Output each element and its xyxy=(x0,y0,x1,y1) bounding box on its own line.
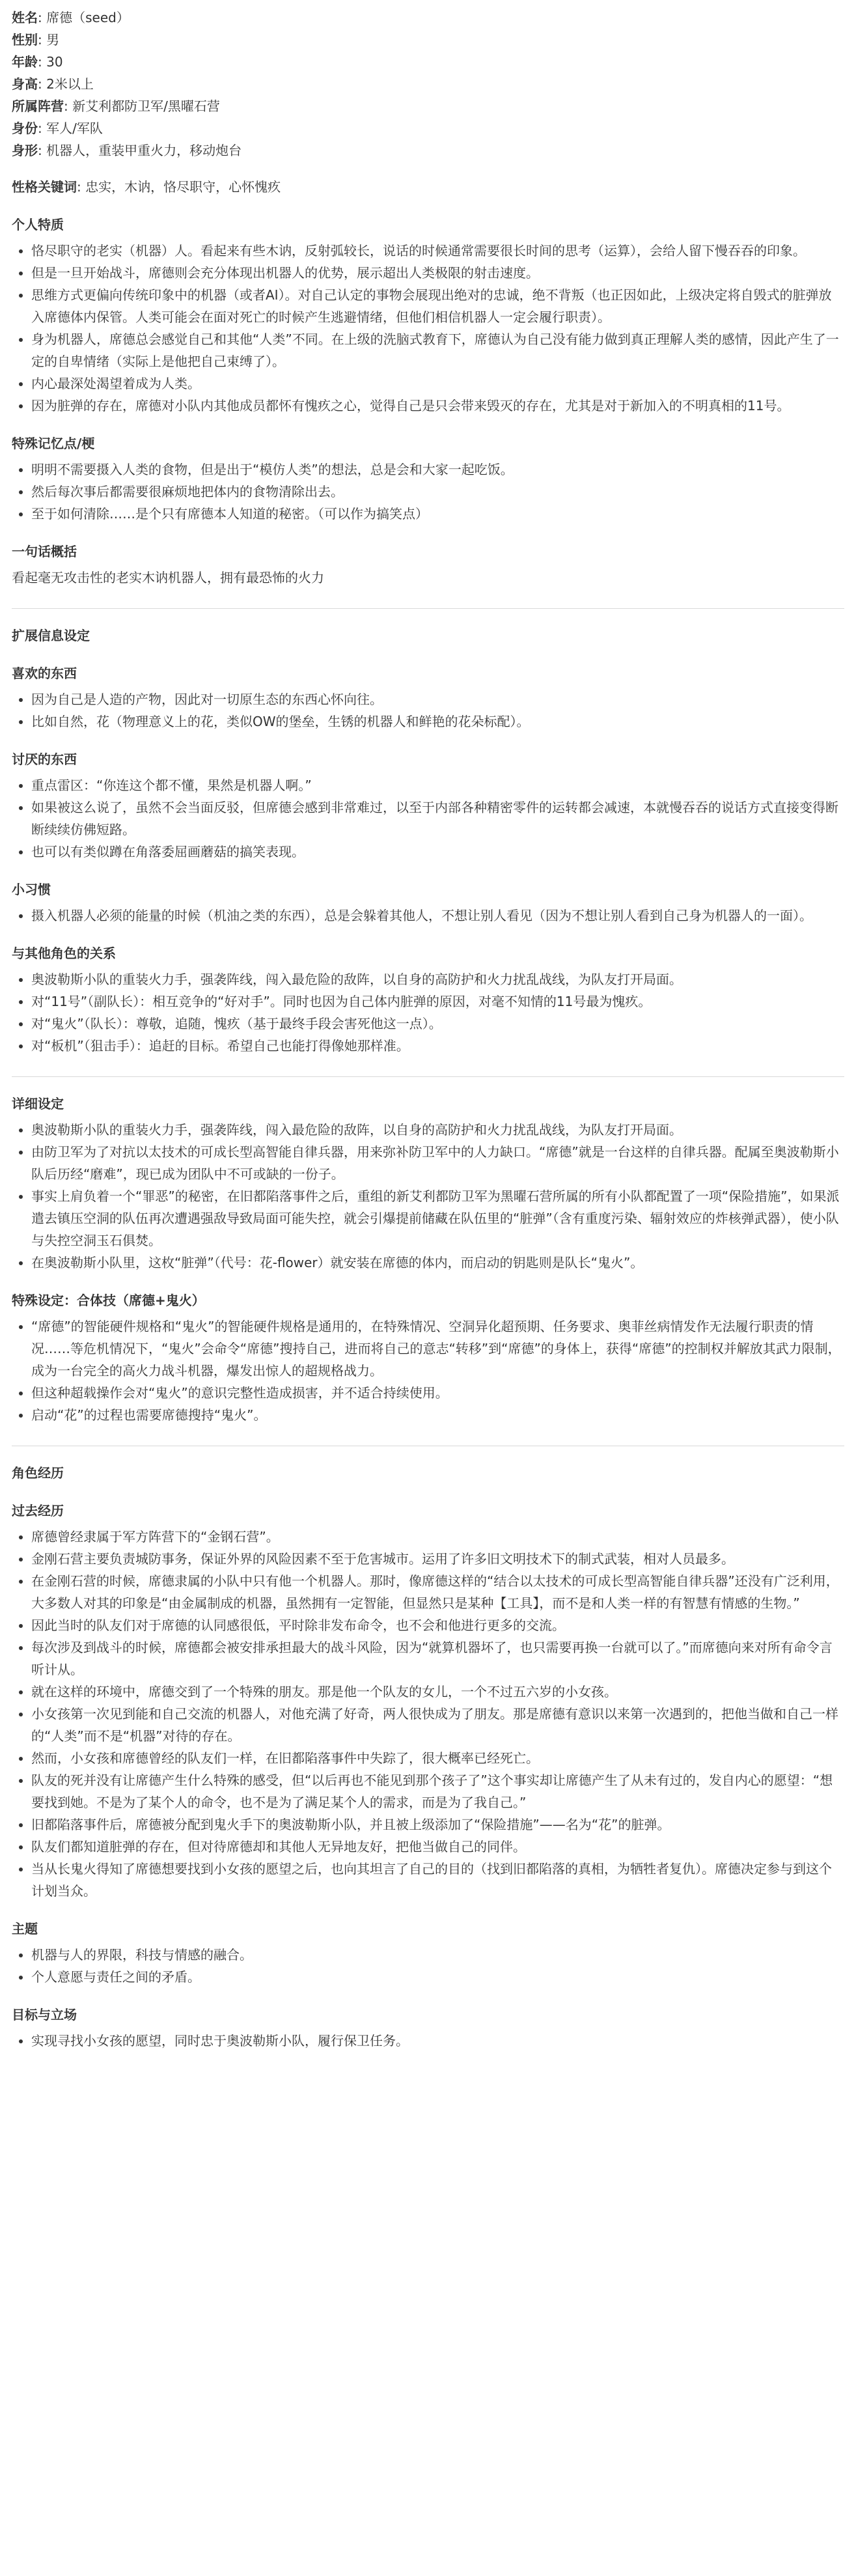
keywords-row: 性格关键词: 忠实，木讷，恪尽职守，心怀愧疚 xyxy=(12,179,281,195)
list-item: • 奥波勒斯小队的重装火力手，强袭阵线，闯入最危险的敌阵，以自身的高防护和火力扰乱战线，为队友打开局面。 xyxy=(31,968,844,990)
list-item: • 至于如何清除……是个只有席德本人知道的秘密。（可以作为搞笑点） xyxy=(31,503,844,525)
list-item: • 席德曾经隶属于军方阵营下的“金钢石营”。 xyxy=(31,1526,844,1548)
list-item: • “席德”的智能硬件规格和“鬼火”的智能硬件规格是通用的，在特殊情况、空洞异化超预期、任务要求、奥菲丝病情发作无法履行职责的情况……等危机情况下，“鬼火”会命令“席德”搜持自己，进而将自己的意志“转移”到“席德”的身体上，获得“席德”的控制权并解放其武力限制，成为一台完全的高火力战斗机器，爆发出惊人的超规格战力。 xyxy=(31,1315,844,1382)
list-item: • 摄入机器人必须的能量的时候（机油之类的东西），总是会躲着其他人，不想让别人看见（因为不想让别人看到自己身为机器人的一面）。 xyxy=(31,904,844,927)
divider xyxy=(12,608,844,609)
fusion-list xyxy=(12,1315,844,1426)
name-value: 席德（seed） xyxy=(46,10,130,25)
divider xyxy=(12,1076,844,1077)
list-item: • 对“板机”（狙击手）：追赶的目标。希望自己也能打得像她那样准。 xyxy=(31,1035,844,1057)
build-value: 机器人，重装甲重火力，移动炮台 xyxy=(46,143,242,158)
camp-row: 所属阵营: 新艾利都防卫军/黑曜石营 xyxy=(12,98,220,114)
list-item: • 小女孩第一次见到能和自己交流的机器人，对他充满了好奇，两人很快成为了朋友。那是席德有意识以来第一次遇到的，把他当做和自己一样的“人类”而不是“机器”对待的存在。 xyxy=(31,1703,844,1747)
summary-title: 一句话概括 xyxy=(12,544,77,559)
identity-label: 身份 xyxy=(12,120,38,136)
basic-info xyxy=(12,7,844,161)
summary-text: 看起毫无攻击性的老实木讷机器人，拥有最恐怖的火力 xyxy=(12,570,324,585)
list-item: • 但是一旦开始战斗，席德则会充分体现出机器人的优势，展示超出人类极限的射击速度。 xyxy=(31,262,844,284)
keywords-value: 忠实，木讷，恪尽职守，心怀愧疚 xyxy=(85,179,281,195)
identity-value: 军人/军队 xyxy=(46,120,103,136)
gender-label: 性别 xyxy=(12,32,38,48)
list-item: • 对“11号”（副队长）：相互竞争的“好对手”。同时也因为自己体内脏弹的原因，对毫不知情的11号最为愧疚。 xyxy=(31,990,844,1013)
build-label: 身形 xyxy=(12,143,38,158)
list-item: • 内心最深处渴望着成为人类。 xyxy=(31,372,844,395)
traits-title: 个人特质 xyxy=(12,217,64,232)
list-item: • 由防卫军为了对抗以太技术的可成长型高智能自律兵器，用来弥补防卫军中的人力缺口。“席德”就是一台这样的自律兵器。配属至奥波勒斯小队后历经“磨难”，现已成为团队中不可或缺的一份子。 xyxy=(31,1141,844,1185)
list-item: • 机器与人的界限，科技与情感的融合。 xyxy=(31,1944,844,1966)
age-value: 30 xyxy=(46,54,63,70)
gender-row: 性别: 男 xyxy=(12,32,60,48)
camp-label: 所属阵营 xyxy=(12,98,64,114)
likes-title: 喜欢的东西 xyxy=(12,665,77,681)
traits-list xyxy=(12,240,844,417)
past-list xyxy=(12,1526,844,1902)
list-item: • 然后每次事后都需要很麻烦地把体内的食物清除出去。 xyxy=(31,481,844,503)
theme-list xyxy=(12,1944,844,1988)
list-item: • 也可以有类似蹲在角落委屈画蘑菇的搞笑表现。 xyxy=(31,841,844,863)
list-item: • 每次涉及到战斗的时候，席德都会被安排承担最大的战斗风险，因为“就算机器坏了，也只需要再换一台就可以了。”而席德向来对所有命令言听计从。 xyxy=(31,1636,844,1681)
likes-list xyxy=(12,688,844,733)
keywords-label: 性格关键词 xyxy=(12,179,77,195)
goals-list xyxy=(12,2030,844,2052)
dislikes-list xyxy=(12,774,844,863)
height-value: 2米以上 xyxy=(46,76,94,92)
fusion-title: 特殊设定：合体技（席德+鬼火） xyxy=(12,1293,205,1308)
theme-title: 主题 xyxy=(12,1921,38,1937)
height-row: 身高: 2米以上 xyxy=(12,76,94,92)
list-item: • 就在这样的环境中，席德交到了一个特殊的朋友。那是他一个队友的女儿，一个不过五六岁的小女孩。 xyxy=(31,1681,844,1703)
relations-title: 与其他角色的关系 xyxy=(12,945,116,961)
list-item: • 身为机器人，席德总会感觉自己和其他“人类”不同。在上级的洗脑式教育下，席德认为自己没有能力做到真正理解人类的感情，因此产生了一定的自卑情绪（实际上是他把自己束缚了）。 xyxy=(31,328,844,372)
list-item: • 在奥波勒斯小队里，这枚“脏弹”（代号：花-flower）就安装在席德的体内，而启动的钥匙则是队长“鬼火”。 xyxy=(31,1252,844,1274)
list-item: • 然而，小女孩和席德曾经的队友们一样，在旧都陷落事件中失踪了，很大概率已经死亡。 xyxy=(31,1747,844,1769)
list-item: • 但这种超载操作会对“鬼火”的意识完整性造成损害，并不适合持续使用。 xyxy=(31,1382,844,1404)
past-title: 过去经历 xyxy=(12,1503,64,1519)
list-item: • 因为脏弹的存在，席德对小队内其他成员都怀有愧疚之心，觉得自己是只会带来毁灭的存在，尤其是对于新加入的不明真相的11号。 xyxy=(31,395,844,417)
list-item: • 明明不需要摄入人类的食物，但是出于“模仿人类”的想法，总是会和大家一起吃饭。 xyxy=(31,458,844,481)
list-item: • 个人意愿与责任之间的矛盾。 xyxy=(31,1966,844,1988)
relations-list xyxy=(12,968,844,1057)
experience-title: 角色经历 xyxy=(12,1465,64,1481)
detail-list xyxy=(12,1119,844,1274)
list-item: • 思维方式更偏向传统印象中的机器（或者AI）。对自己认定的事物会展现出绝对的忠诚，绝不背叛（也正因如此，上级决定将自毁式的脏弹放入席德体内保管。人类可能会在面对死亡的时候产生逃避情绪，但他们相信机器人一定会履行职责）。 xyxy=(31,284,844,328)
list-item: • 因此当时的队友们对于席德的认同感很低，平时除非发布命令，也不会和他进行更多的交流。 xyxy=(31,1614,844,1636)
age-row: 年龄: 30 xyxy=(12,54,63,70)
list-item: • 恪尽职守的老实（机器）人。看起来有些木讷，反射弧较长，说话的时候通常需要很长时间的思考（运算），会给人留下慢吞吞的印象。 xyxy=(31,240,844,262)
list-item: • 金刚石营主要负责城防事务，保证外界的风险因素不至于危害城市。运用了许多旧文明技术下的制式武装，相对人员最多。 xyxy=(31,1548,844,1570)
gender-value: 男 xyxy=(46,32,60,48)
habits-list xyxy=(12,904,844,927)
build-row: 身形: 机器人，重装甲重火力，移动炮台 xyxy=(12,143,242,158)
list-item: • 比如自然，花（物理意义上的花，类似OW的堡垒，生锈的机器人和鲜艳的花朵标配）。 xyxy=(31,710,844,733)
list-item: • 当从长鬼火得知了席德想要找到小女孩的愿望之后，也向其坦言了自己的目的（找到旧都陷落的真相，为牺牲者复仇）。席德决定参与到这个计划当众。 xyxy=(31,1858,844,1902)
name-label: 姓名 xyxy=(12,10,38,25)
height-label: 身高 xyxy=(12,76,38,92)
dislikes-title: 讨厌的东西 xyxy=(12,751,77,767)
list-item: • 队友们都知道脏弹的存在，但对待席德却和其他人无异地友好，把他当做自己的同伴。 xyxy=(31,1836,844,1858)
identity-row: 身份: 军人/军队 xyxy=(12,120,103,136)
list-item: • 对“鬼火”（队长）：尊敬，追随，愧疚（基于最终手段会害死他这一点）。 xyxy=(31,1013,844,1035)
memory-list xyxy=(12,458,844,525)
habits-title: 小习惯 xyxy=(12,882,51,897)
camp-value: 新艾利都防卫军/黑曜石营 xyxy=(72,98,220,114)
list-item: • 启动“花”的过程也需要席德搜持“鬼火”。 xyxy=(31,1404,844,1426)
list-item: • 在金刚石营的时候，席德隶属的小队中只有他一个机器人。那时，像席德这样的“结合以太技术的可成长型高智能自律兵器”还没有广泛利用，大多数人对其的印象是“由金属制成的机器，虽然拥有一定智能，但显然只是某种【工具】，而不是和人类一样的有智慧有情感的生物。” xyxy=(31,1570,844,1614)
list-item: • 队友的死并没有让席德产生什么特殊的感受，但“以后再也不能见到那个孩子了”这个事实却让席德产生了从未有过的，发自内心的愿望：“想要找到她。不是为了某个人的命令，也不是为了满足某个人的需求，而是为了我自己。” xyxy=(31,1769,844,1813)
detail-title: 详细设定 xyxy=(12,1096,64,1112)
list-item: • 实现寻找小女孩的愿望，同时忠于奥波勒斯小队，履行保卫任务。 xyxy=(31,2030,844,2052)
age-label: 年龄 xyxy=(12,54,38,70)
list-item: • 旧都陷落事件后，席德被分配到鬼火手下的奥波勒斯小队，并且被上级添加了“保险措施”——名为“花”的脏弹。 xyxy=(31,1813,844,1836)
list-item: • 事实上肩负着一个“罪恶”的秘密，在旧都陷落事件之后，重组的新艾利都防卫军为黑曜石营所属的所有小队都配置了一项“保险措施”，如果派遣去镇压空洞的队伍再次遭遇强敌导致局面可能失控，就会引爆提前储藏在队伍里的“脏弹”（含有重度污染、辐射效应的炸核弹武器），使小队与失控空洞玉石俱焚。 xyxy=(31,1185,844,1252)
expansion-title: 扩展信息设定 xyxy=(12,628,90,643)
goals-title: 目标与立场 xyxy=(12,2007,77,2023)
list-item: • 奥波勒斯小队的重装火力手，强袭阵线，闯入最危险的敌阵，以自身的高防护和火力扰乱战线，为队友打开局面。 xyxy=(31,1119,844,1141)
list-item: • 如果被这么说了，虽然不会当面反驳，但席德会感到非常难过，以至于内部各种精密零件的运转都会减速，本就慢吞吞的说话方式直接变得断断续续仿佛短路。 xyxy=(31,796,844,841)
list-item: • 重点雷区：“你连这个都不懂，果然是机器人啊。” xyxy=(31,774,844,796)
memory-title: 特殊记忆点/梗 xyxy=(12,436,95,451)
list-item: • 因为自己是人造的产物，因此对一切原生态的东西心怀向往。 xyxy=(31,688,844,710)
name-row: 姓名: 席德（seed） xyxy=(12,10,130,25)
